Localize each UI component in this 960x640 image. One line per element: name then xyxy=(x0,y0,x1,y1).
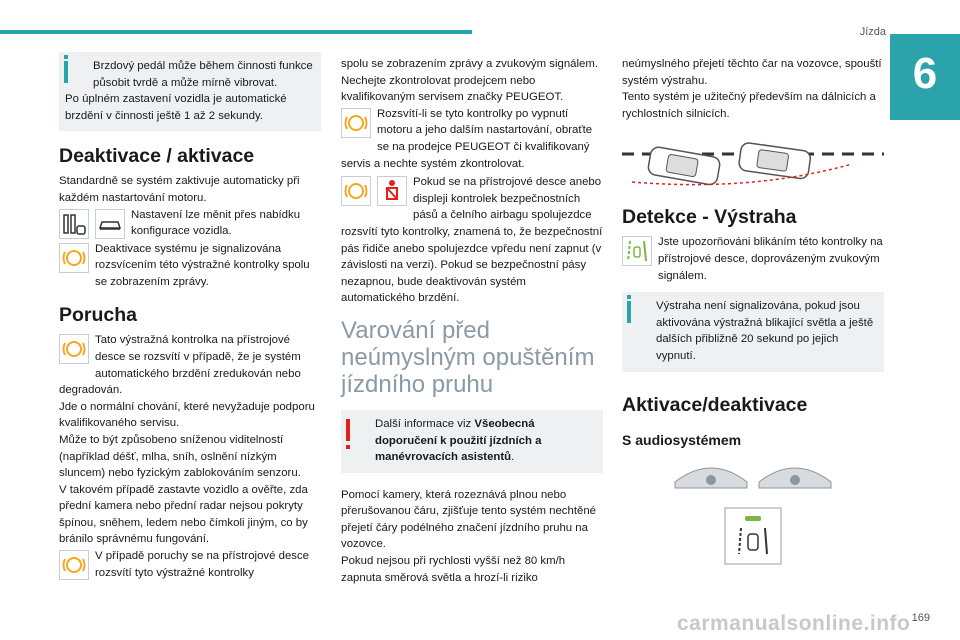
column-2 xyxy=(341,56,603,586)
lane-assist-button-illustration xyxy=(622,506,884,572)
icon-paragraph: Pokud se na přístrojové desce anebo displeji kontrolek bezpečnostních pásů a čelního airbagu spolujezdce rozsvítí tyto kontrolky, znamená to, že bezpečnostní pás řidiče anebo spolujezdce vpředu není zapnut (v závislosti na verzi). Pokud se bezpečnostní pásy nezapnou, bude deaktivován systém automatického brzdění. xyxy=(341,176,603,305)
paragraph: Může to být způsobeno sníženou viditelností (například déšť, mlha, sníh, oslnění nízkým sluncem) nebo fyzickým zablokováním senzoru. xyxy=(59,433,301,480)
paragraph: Pomocí kamery, která rozeznává plnou nebo přerušovanou čáru, zjišťuje tento systém nechtěné přejetí čáry podélného značení jízdního pruhu na vozovce. xyxy=(341,488,597,551)
seatbelt-warning-icon xyxy=(377,176,407,206)
warning-note xyxy=(341,410,603,473)
paragraph: Standardně se systém zaktivuje automaticky při každém nastartování motoru. xyxy=(59,175,300,204)
note-text: Výstraha není signalizována, pokud jsou aktivována výstražná blikající světla a ještě dalších přibližně 20 sekund po jejich vypnutí. xyxy=(656,300,874,362)
note-text-2: Po úplném zastavení vozidla je automatické brzdění v činnosti ještě 1 až 2 sekundy. xyxy=(65,93,287,122)
steering-wheel-illustration xyxy=(622,464,884,500)
info-note xyxy=(59,52,321,131)
heading-detection: Detekce - Výstraha xyxy=(622,206,797,229)
info-note xyxy=(622,292,884,371)
paragraph: neúmyslného přejetí těchto čar na vozovce, spouští systém výstrahu. xyxy=(622,58,882,87)
brake-warning-icon xyxy=(59,334,89,364)
icon-paragraph: Jste upozorňováni blikáním této kontrolky na přístrojové desce, doprovázeným zvukovým signálem. xyxy=(622,234,884,284)
lane-departure-illustration xyxy=(622,134,884,190)
info-icon xyxy=(627,301,631,323)
top-accent-bar xyxy=(0,30,472,34)
exclamation-icon xyxy=(346,419,350,441)
icon-paragraph: Tato výstražná kontrolka na přístrojové desce se rozsvítí v případě, že je systém automatického brzdění zredukován nebo degradován. xyxy=(59,334,301,397)
note-text: Brzdový pedál může během činnosti funkce působit tvrdě a může mírně vibrovat. xyxy=(93,60,313,89)
brake-warning-icon xyxy=(341,108,371,138)
info-icon xyxy=(64,61,68,83)
heading-audio: S audiosystémem xyxy=(622,431,742,448)
chapter-tab: 6 xyxy=(890,34,960,120)
icon-paragraph: Rozsvítí-li se tyto kontrolky po vypnutí motoru a jeho dalším nastartování, obraťte se na prodejce PEUGEOT či kvalifikovaný servis a nechte systém zkontrolovat. xyxy=(341,107,593,170)
icon-paragraph: V případě poruchy se na přístrojové desce rozsvítí tyto výstražné kontrolky xyxy=(59,548,321,582)
car-outline-icon xyxy=(95,209,125,239)
heading-fault: Porucha xyxy=(59,304,138,327)
paragraph: Pokud nejsou při rychlosti vyšší než 80 km/h zapnuta směrová světla a hrozí-li riziko xyxy=(341,555,566,584)
heading-activation: Aktivace/deaktivace xyxy=(622,393,808,416)
heading-lane-departure: Varování před neúmyslným opuštěním jízdního pruhu xyxy=(341,316,595,398)
paragraph: Tento systém je užitečný především na dálnicích a rychlostních silnicích. xyxy=(622,91,876,120)
page-number: 169 xyxy=(911,612,930,624)
lane-departure-warning-icon xyxy=(622,236,652,266)
column-3 xyxy=(622,56,884,571)
paragraph: V takovém případě zastavte vozidlo a ověřte, zda přední kamera nebo přední radar nejsou pokryty špínou, sněhem, ledem nebo čímkoli jiným, co by bránilo správnému fungování. xyxy=(59,483,308,546)
paragraph: Jde o normální chování, které nevyžaduje podporu kvalifikovaného servisu. xyxy=(59,400,315,430)
section-header: Jízda xyxy=(859,26,886,38)
icon-paragraph: Nastavení lze měnit přes nabídku konfigurace vozidla. xyxy=(59,207,321,241)
icon-paragraph: Deaktivace systému je signalizována rozsvícením této výstražné kontrolky spolu se zobrazením zprávy. xyxy=(59,241,321,291)
brake-warning-icon xyxy=(341,176,371,206)
vehicle-settings-icon xyxy=(59,209,89,239)
note-text: Další informace viz Všeobecná doporučení k použití jízdních a manévrovacích asistentů. xyxy=(375,417,542,464)
paragraph: Nechejte zkontrolovat prodejcem nebo kvalifikovaným servisem značky PEUGEOT. xyxy=(341,74,564,104)
paragraph: spolu se zobrazením zprávy a zvukovým signálem. xyxy=(341,58,599,70)
brake-warning-icon xyxy=(59,550,89,580)
heading-deactivation: Deaktivace / aktivace xyxy=(59,145,255,168)
column-1 xyxy=(59,52,321,582)
brake-warning-icon xyxy=(59,243,89,273)
watermark: carmanualsonline.info xyxy=(677,612,911,635)
